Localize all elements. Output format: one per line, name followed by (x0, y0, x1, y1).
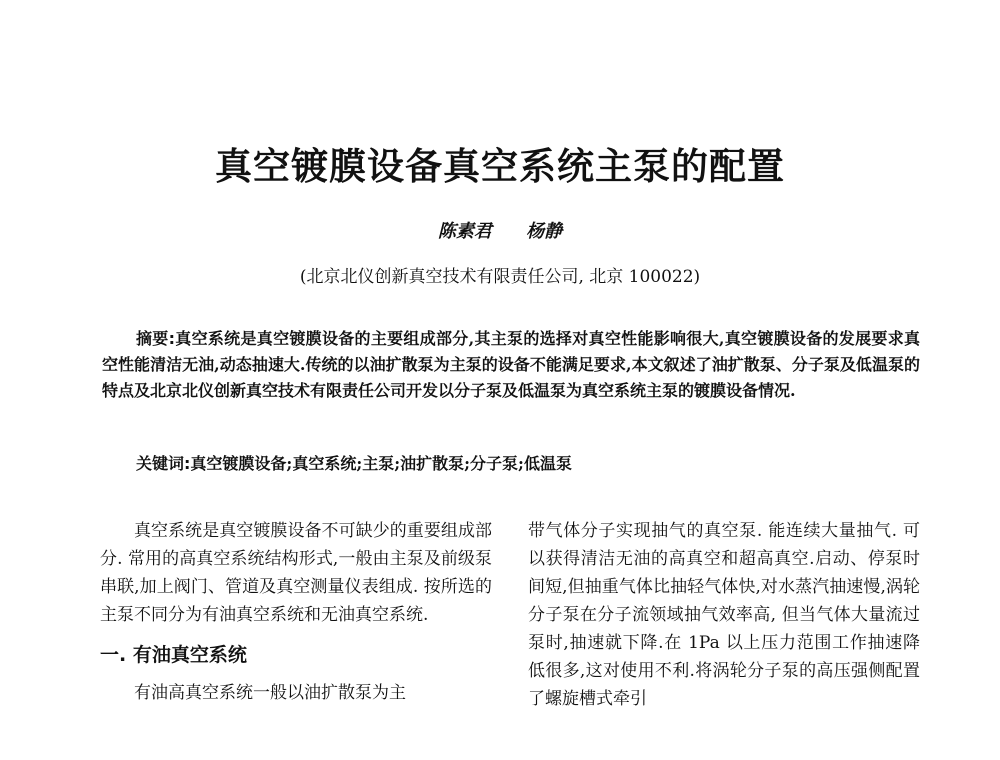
author-name: 陈素君 (437, 221, 492, 242)
affiliation: (北京北仪创新真空技术有限责任公司, 北京 100022) (299, 267, 701, 287)
body-paragraph: 有油高真空系统一般以油扩散泵为主 (134, 683, 406, 703)
paper-title: 真空镀膜设备真空系统主泵的配置 (215, 145, 785, 188)
abstract-label: 摘要: (136, 329, 175, 348)
keywords-label: 关键词: (136, 454, 191, 473)
author-name: 杨静 (526, 221, 563, 242)
abstract-text: 真空系统是真空镀膜设备的主要组成部分,其主泵的选择对真空性能影响很大,真空镀膜设备的发展要求真空性能清洁无油,动态抽速大.传统的以油扩散泵为主泵的设备不能满足要求,本文叙述了油扩散泵、分子泵及低温泵的特点及北京北仪创新真空技术有限责任公司开发以分子泵及低温泵为真空系统主泵的镀膜设备情况. (102, 329, 920, 400)
body-paragraph: 带气体分子实现抽气的真空泵. 能连续大量抽气. 可以获得清洁无油的高真空和超高真空.启动、停泵时间短,但抽重气体比抽轻气体快,对水蒸汽抽速慢,涡轮分子泵在分子流领域抽气效率高, 但当气体大量流过泵时,抽速就下降.在 1Pa 以上压力范围工作抽速降低很多,这对使用不利.将涡轮分子泵的高压强侧配置了螺旋槽式牵引 (528, 521, 920, 709)
body-paragraph: 真空系统是真空镀膜设备不可缺少的重要组成部分. 常用的高真空系统结构形式,一般由主泵及前级泵串联,加上阀门、管道及真空测量仪表组成. 按所选的主泵不同分为有油真空系统和无油真空系统. (100, 521, 492, 625)
body-column-right (528, 517, 920, 713)
keywords-text: 真空镀膜设备;真空系统;主泵;油扩散泵;分子泵;低温泵 (190, 454, 572, 473)
body-column-left (100, 517, 492, 707)
authors-line (0, 219, 1000, 245)
keywords (136, 451, 920, 477)
section-heading: 一. 有油真空系统 (100, 644, 247, 666)
abstract (102, 326, 920, 404)
